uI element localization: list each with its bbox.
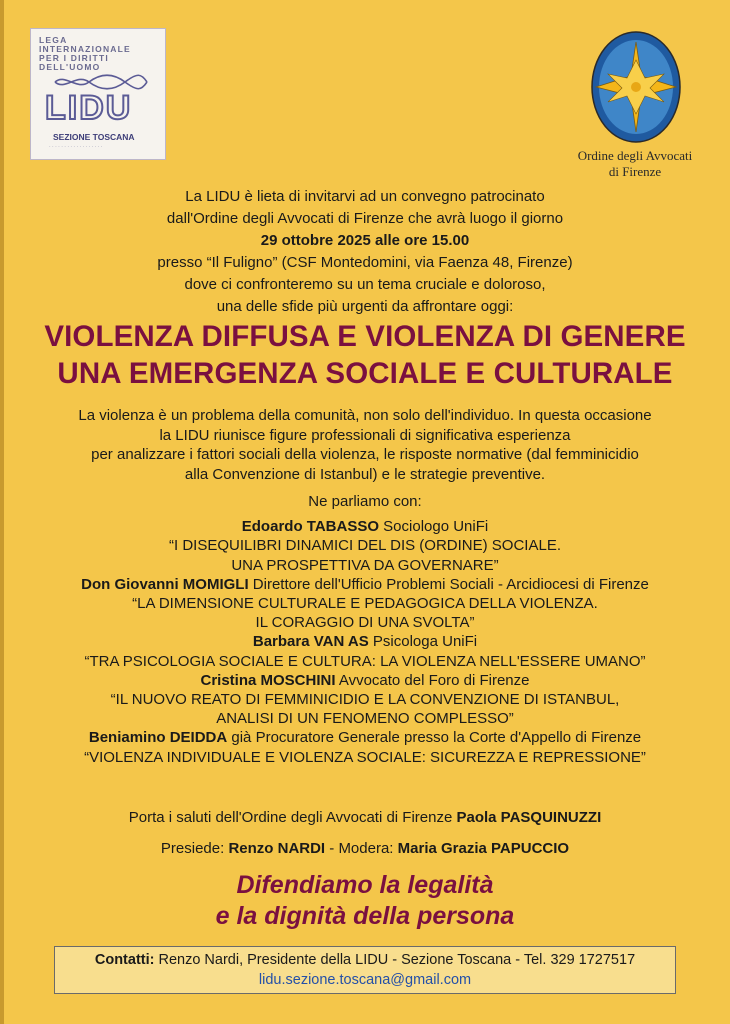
description — [0, 406, 730, 484]
greetings-line — [0, 808, 730, 827]
presiede-name: Renzo NARDI — [228, 840, 326, 857]
logo-line-3: PER I DIRITTI — [39, 53, 109, 63]
motto — [0, 870, 730, 932]
lidu-logo — [30, 28, 166, 160]
speaker-2 — [0, 575, 730, 633]
talk-title-line-2: UNA PROSPETTIVA DA GOVERNARE” — [231, 556, 499, 574]
ordine-line-1: Ordine degli Avvocati — [577, 148, 693, 163]
speakers-list — [0, 492, 730, 767]
speakers-intro: Ne parliamo con: — [308, 493, 422, 510]
presiede-label: Presiede: — [160, 840, 229, 857]
motto-line-2: e la dignità della persona — [215, 902, 515, 930]
talk-title-line-1: “LA DIMENSIONE CULTURALE E PEDAGOGICA DELLA VIOLENZA. — [132, 595, 598, 613]
speaker-role: Direttore dell'Ufficio Problemi Sociali - Arcidiocesi di Firenze — [248, 575, 649, 593]
description-line-4: alla Convenzione di Istanbul) e le strategie preventive. — [184, 465, 546, 483]
logo-line-2: INTERNAZIONALE — [39, 44, 131, 54]
talk-title-line-1: “TRA PSICOLOGIA SOCIALE E CULTURA: LA VIOLENZA NELL'ESSERE UMANO” — [84, 652, 646, 670]
speaker-4 — [0, 671, 730, 729]
motto-line-1: Difendiamo la legalità — [236, 871, 494, 899]
contact-email-link[interactable]: lidu.sezione.toscana@gmail.com — [258, 972, 472, 988]
logo-fine-print: · · · · · · · · · · · · · · · · · · — [49, 144, 103, 150]
event-date: 29 ottobre 2025 alle ore 15.00 — [260, 232, 470, 249]
speaker-role: Psicologa UniFi — [368, 633, 478, 651]
speaker-5 — [0, 728, 730, 766]
greetings-text: Porta i saluti dell'Ordine degli Avvocati di Firenze — [128, 809, 457, 826]
greetings-name: Paola PASQUINUZZI — [456, 809, 602, 826]
headline-line-1: VIOLENZA DIFFUSA E VIOLENZA DI GENERE — [44, 320, 686, 353]
talk-title-line-1: “IL NUOVO REATO DI FEMMINICIDIO E LA CONVENZIONE DI ISTANBUL, — [110, 691, 620, 709]
talk-title-line-1: “VIOLENZA INDIVIDUALE E VIOLENZA SOCIALE: SICUREZZA E REPRESSIONE” — [84, 748, 646, 766]
intro-line-4: dove ci confronteremo su un tema cruciale e doloroso, — [184, 276, 546, 293]
speaker-name: Beniamino DEIDDA — [88, 729, 228, 747]
speaker-name: Don Giovanni MOMIGLI — [81, 575, 249, 593]
intro-line-2: dall'Ordine degli Avvocati di Firenze che avrà luogo il giorno — [166, 210, 564, 227]
modera-label: - Modera: — [325, 840, 398, 857]
intro-line-5: una delle sfide più urgenti da affrontare oggi: — [216, 298, 514, 315]
speaker-name: Barbara VAN AS — [252, 633, 369, 651]
speaker-name: Edoardo TABASSO — [241, 518, 379, 536]
chair-line — [0, 839, 730, 858]
talk-title-line-2: IL CORAGGIO DI UNA SVOLTA” — [255, 614, 475, 632]
intro-block — [0, 186, 730, 318]
speaker-3 — [0, 632, 730, 670]
intro-line-1: La LIDU è lieta di invitarvi ad un convegno patrocinato — [185, 188, 545, 205]
speaker-name: Cristina MOSCHINI — [200, 671, 336, 689]
description-line-2: la LIDU riunisce figure professionali di significativa esperienza — [159, 426, 571, 444]
headline — [0, 318, 730, 392]
talk-title-line-1: “I DISEQUILIBRI DINAMICI DEL DIS (ORDINE) SOCIALE. — [168, 537, 561, 555]
modera-name: Maria Grazia PAPUCCIO — [397, 840, 570, 857]
ordine-caption — [560, 148, 710, 180]
logo-line-4: DELL'UOMO — [39, 62, 101, 72]
speaker-role: già Procuratore Generale presso la Corte d'Appello di Firenze — [227, 729, 642, 747]
ordine-line-2: di Firenze — [608, 164, 662, 179]
speaker-role: Avvocato del Foro di Firenze — [335, 671, 530, 689]
intro-line-3: presso “Il Fuligno” (CSF Montedomini, via Faenza 48, Firenze) — [157, 254, 573, 271]
speaker-role: Sociologo UniFi — [379, 518, 489, 536]
contacts-label: Contatti: — [94, 952, 155, 968]
ordine-avvocati-seal — [590, 30, 682, 144]
description-line-1: La violenza è un problema della comunità, non solo dell'individuo. In questa occasione — [78, 407, 652, 424]
headline-line-2: UNA EMERGENZA SOCIALE E CULTURALE — [57, 357, 673, 390]
talk-title-line-2: ANALISI DI UN FENOMENO COMPLESSO” — [216, 710, 514, 728]
logo-section: SEZIONE TOSCANA — [53, 132, 135, 142]
logo-line-1: LEGA — [39, 35, 68, 45]
lidu-wordmark: LIDU — [45, 89, 133, 127]
description-line-3: per analizzare i fattori sociali della violenza, le risposte normative (dal femminicidio — [91, 446, 639, 463]
contacts-text: Renzo Nardi, Presidente della LIDU - Sezione Toscana - Tel. 329 1727517 — [154, 952, 636, 968]
contacts-box — [54, 946, 676, 994]
speaker-1 — [0, 517, 730, 575]
